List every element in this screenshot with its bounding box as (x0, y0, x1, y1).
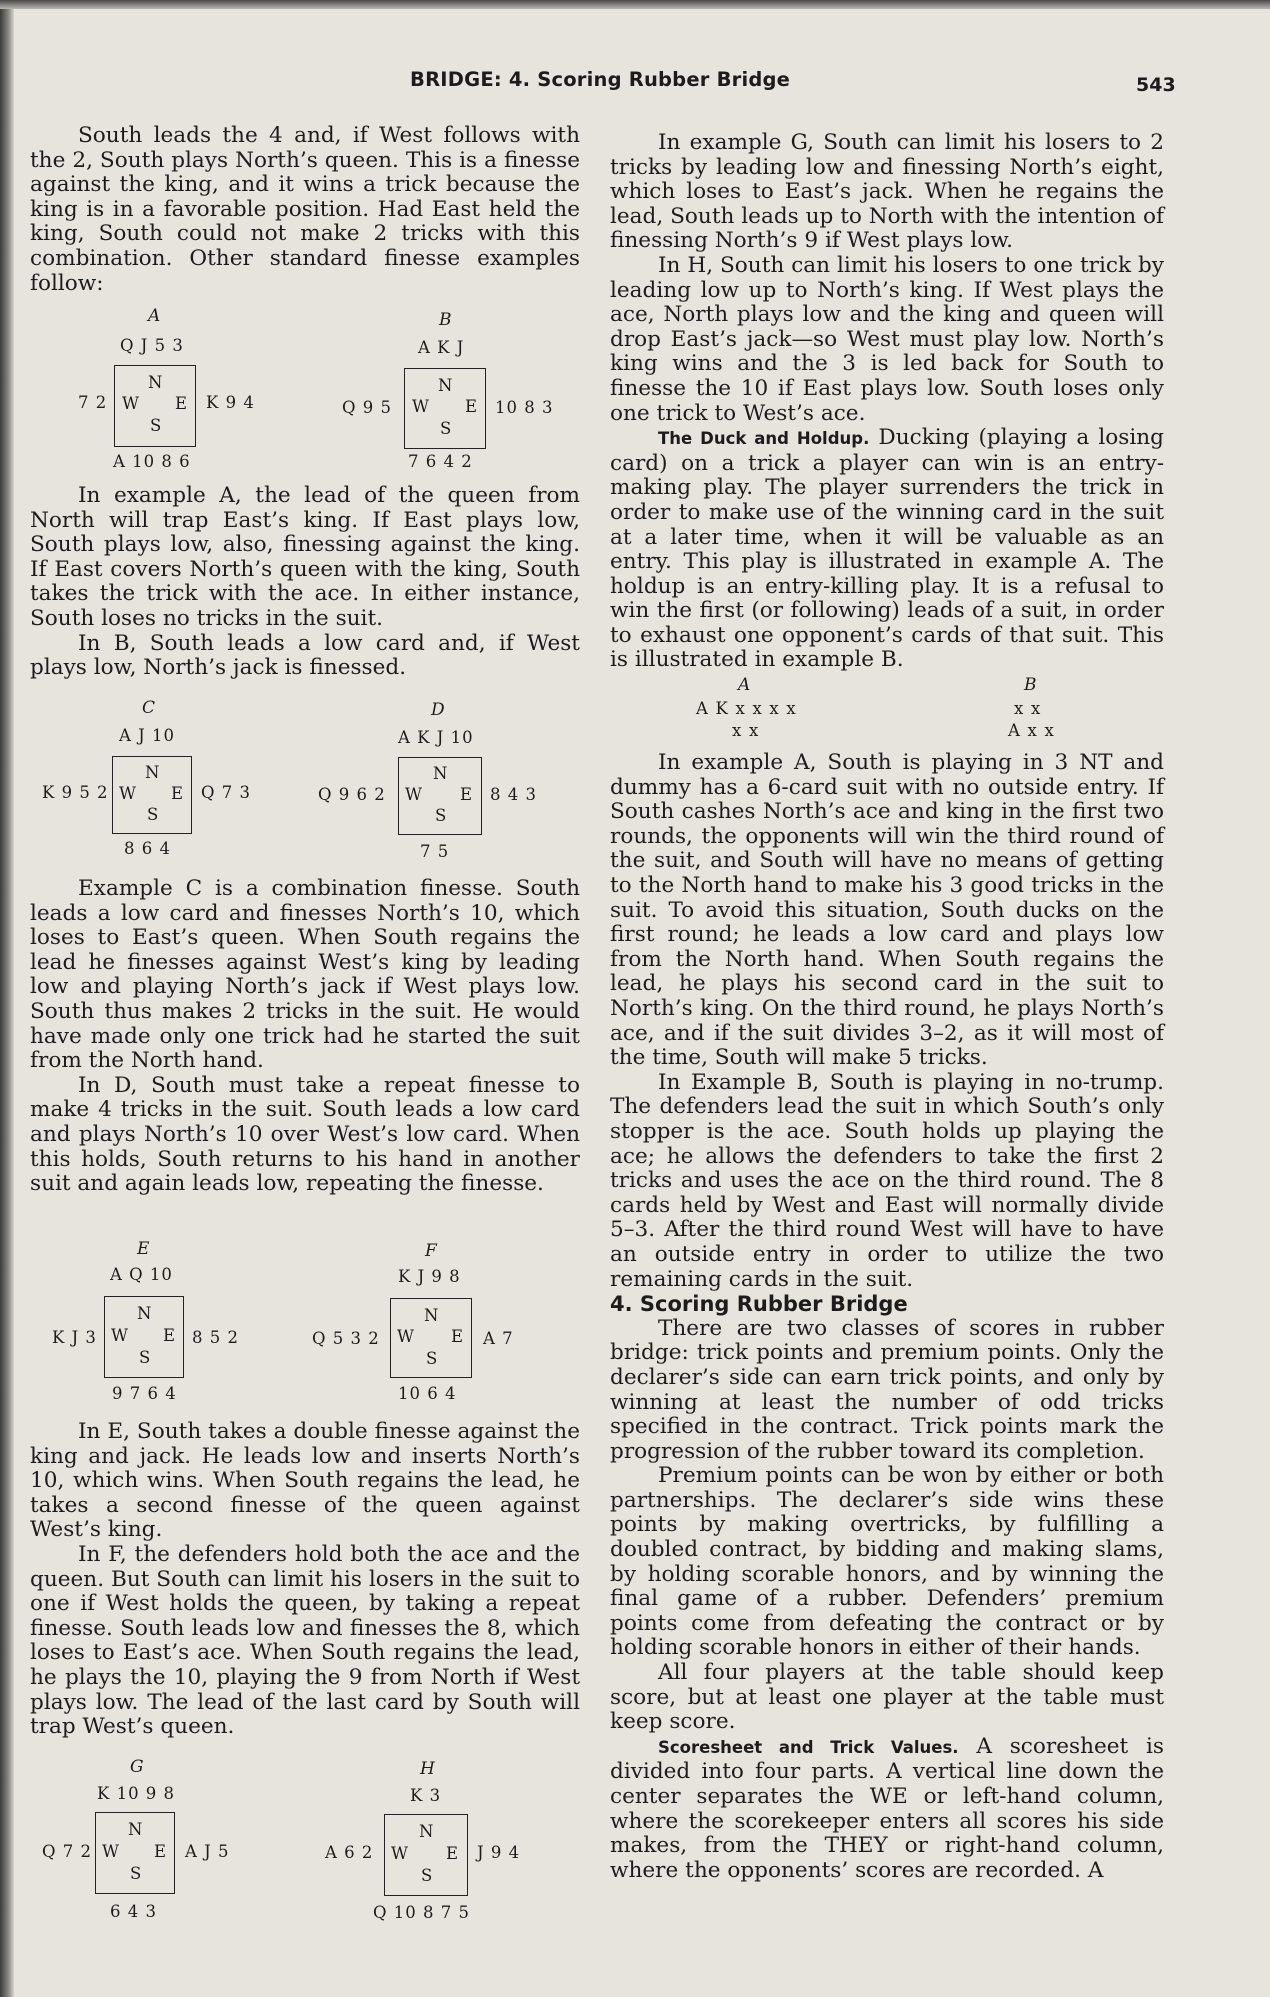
diagram-e-south: 9 7 6 4 (112, 1384, 177, 1403)
left-column-block-3 (30, 877, 580, 1197)
compass-s: S (421, 1866, 433, 1885)
compass-w: W (119, 784, 136, 803)
diagram-c-label: C (142, 698, 157, 718)
left-column-block-2 (30, 484, 580, 681)
scoresheet-lead: Scoresheet and Trick Values. (658, 1737, 959, 1757)
diagram-d-south: 7 5 (420, 842, 450, 861)
left-para-3: In B, South leads a low card and, if West plays low, North’s jack is finessed. (30, 630, 580, 681)
compass-s: S (440, 419, 452, 438)
diagram-g-south: 6 4 3 (110, 1902, 157, 1921)
diagram-d-west: Q 9 6 2 (318, 785, 386, 804)
compass-w: W (405, 785, 422, 804)
right-para-5: There are two classes of scores in rubber bridge: trick points and premium points. Only the declarer’s side can earn trick points, and only by winning at least the number of odd tricks specified in the contract. Trick points mark the progression of the rubber toward its completion. (610, 1315, 1164, 1464)
compass-e: E (154, 1842, 167, 1861)
compass-n: N (137, 1304, 152, 1323)
right-column (610, 131, 1164, 1883)
diagram-f-compass (390, 1298, 472, 1378)
diagram-d-north: A K J 10 (398, 728, 474, 747)
compass-e: E (171, 784, 184, 803)
diagram-c-north: A J 10 (119, 726, 176, 745)
diagram-e-west: K J 3 (52, 1328, 97, 1347)
scoresheet-para (610, 1735, 1164, 1884)
compass-s: S (147, 805, 159, 824)
duck-b-south: A x x (1008, 721, 1056, 741)
left-para-6: In E, South takes a double finesse against the king and jack. He leads low and inserts North’s 10, which wins. When South regains the lead, he takes a second finesse of the queen against West’s king. (30, 1419, 580, 1543)
diagram-d-compass (398, 757, 482, 835)
page-top-shadow (0, 0, 1270, 9)
diagram-g-east: A J 5 (185, 1842, 230, 1861)
diagram-e-label: E (137, 1239, 151, 1259)
diagram-d-label: D (431, 700, 446, 720)
right-para-1: In example G, South can limit his losers to 2 tricks by leading low and finessing North’s eight, which loses to East’s jack. When he regains the lead, South leads up to North with the intention of finessing North’s 9 if West plays low. (610, 130, 1164, 254)
diagram-c-west: K 9 5 2 (42, 783, 109, 802)
diagram-h-east: J 9 4 (477, 1843, 521, 1862)
running-header: BRIDGE: 4. Scoring Rubber Bridge (410, 68, 791, 91)
duck-a-south: x x (732, 721, 760, 741)
diagram-a-west: 7 2 (78, 393, 108, 412)
diagram-f-west: Q 5 3 2 (312, 1329, 380, 1348)
diagram-e-compass (104, 1296, 184, 1378)
compass-w: W (122, 394, 139, 413)
compass-n: N (433, 764, 448, 783)
duck-label-a: A (738, 675, 752, 696)
compass-w: W (102, 1842, 119, 1861)
diagram-f-south: 10 6 4 (398, 1384, 457, 1403)
diagram-c-compass (112, 756, 192, 834)
compass-s: S (426, 1349, 438, 1368)
compass-w: W (111, 1326, 128, 1345)
left-para-4: Example C is a combination finesse. South leads a low card and finesses North’s 10, which loses to East’s queen. When South regains the lead he finesses against West’s king by leading low and playing North’s jack if West plays low. South thus makes 2 tricks in the suit. He would have made only one trick had he started the suit from the North hand. (30, 876, 580, 1074)
compass-e: E (175, 394, 188, 413)
left-column-block-4 (30, 1420, 580, 1740)
compass-w: W (412, 397, 429, 416)
compass-s: S (139, 1348, 151, 1367)
page-binding-shadow (0, 0, 14, 1997)
diagram-g-west: Q 7 2 (42, 1842, 93, 1861)
right-para-7: All four players at the table should keep score, but at least one player at the table must keep score. (610, 1660, 1164, 1735)
duck-holdup-diagram (610, 673, 1164, 751)
diagram-h-north: K 3 (410, 1786, 442, 1805)
diagram-g-label: G (130, 1757, 145, 1777)
diagram-g-north: K 10 9 8 (97, 1784, 176, 1803)
compass-w: W (391, 1844, 408, 1863)
diagram-h-west: A 6 2 (325, 1843, 374, 1862)
diagram-f-north: K J 9 8 (398, 1267, 461, 1286)
diagram-b-north: A K J (418, 338, 465, 357)
left-para-2: In example A, the lead of the queen from North will trap East’s king. If East plays low, South plays low, also, finessing against the king. If East covers North’s queen with the king, South takes the trick with the ace. In either instance, South loses no tricks in the suit. (30, 483, 580, 631)
diagram-f-label: F (425, 1241, 438, 1261)
right-para-3: In example A, South is playing in 3 NT and dummy has a 6-card suit with no outside entry. If South cashes North’s ace and king in the first two rounds, the opponents will win the third round of the suit, and South will have no means of getting to the North hand to make his 3 good tricks in the suit. To avoid this situation, South ducks on the first round; he leads a low card and plays low from the North hand. When South regains the lead, he plays his second card in the suit to North’s king. On the third round, he plays North’s ace, and if the suit divides 3–2, as it will most of the time, South will make 5 tricks. (610, 750, 1164, 1071)
compass-n: N (419, 1822, 434, 1841)
diagram-a-south: A 10 8 6 (113, 452, 191, 471)
diagram-b-label: B (439, 310, 453, 330)
diagram-e-north: A Q 10 (110, 1265, 173, 1284)
compass-e: E (451, 1327, 464, 1346)
diagram-h-compass (384, 1814, 468, 1896)
compass-e: E (465, 397, 478, 416)
compass-s: S (435, 806, 447, 825)
diagram-a-compass (114, 365, 196, 447)
duck-holdup-para (610, 426, 1164, 673)
diagram-c-east: Q 7 3 (201, 783, 252, 802)
compass-n: N (438, 376, 453, 395)
duck-holdup-text: Ducking (playing a losing card) on a trick a player can win is an entry-making play. The player surrenders the trick in order to make use of the winning card in the suit at a later time, when it will be valuable as an entry. This play is illustrated in example A. The holdup is an entry-killing play. It is a refusal to win the first (or following) leads of a suit, in order to exhaust one opponent’s cards of that suit. This is illustrated in example B. (610, 425, 1164, 673)
diagram-b-compass (404, 368, 486, 449)
compass-w: W (397, 1327, 414, 1346)
diagram-b-south: 7 6 4 2 (408, 452, 473, 471)
diagram-g-compass (95, 1812, 175, 1894)
compass-s: S (130, 1864, 142, 1883)
diagram-a-north: Q J 5 3 (120, 336, 184, 355)
diagram-c-south: 8 6 4 (124, 839, 171, 858)
compass-n: N (145, 763, 160, 782)
diagram-h-label: H (420, 1759, 436, 1779)
left-para-1: South leads the 4 and, if West follows with the 2, South plays North’s queen. This is a finesse against the king, and it wins a trick because the king is in a favorable position. Had East held the king, South could not make 2 tricks with this combination. Other standard finesse examples follow: (30, 123, 580, 296)
page-number: 543 (1136, 74, 1176, 96)
diagram-b-west: Q 9 5 (342, 398, 393, 417)
duck-b-north: x x (1014, 699, 1042, 719)
scoresheet-text: A scoresheet is divided into four parts. A vertical line down the center separates the WE or left-hand column, where the scorekeeper enters all scores his side makes, from the THEY or right-hand column, where the opponents’ scores are recorded. A (610, 1733, 1165, 1883)
compass-s: S (150, 416, 162, 435)
right-para-2: In H, South can limit his losers to one trick by leading low up to North’s king. If West plays the ace, North plays low and the king and queen will drop East’s jack—so West must play low. North’s king wins and the 3 is led back for South to finesse the 10 if East plays low. South loses only one trick to West’s ace. (610, 252, 1164, 426)
diagram-a-label: A (148, 306, 162, 326)
compass-e: E (446, 1844, 459, 1863)
compass-n: N (148, 373, 163, 392)
duck-holdup-lead: The Duck and Holdup. (658, 429, 870, 449)
compass-n: N (424, 1306, 439, 1325)
diagram-a-east: K 9 4 (206, 393, 255, 412)
left-column (30, 124, 580, 296)
left-para-7: In F, the defenders hold both the ace and the queen. But South can limit his losers in the suit to one if West holds the queen, by taking a repeat finesse. South leads low and finesses the 8, which loses to East’s ace. When South regains the lead, he plays the 10, playing the 9 from North if West plays low. The lead of the last card by South will trap West’s queen. (30, 1541, 580, 1740)
diagram-f-east: A 7 (483, 1329, 514, 1348)
diagram-d-east: 8 4 3 (490, 785, 537, 804)
left-para-5: In D, South must take a repeat finesse to make 4 tricks in the suit. South leads a low card and plays North’s 10 over West’s low card. When this holds, South returns to his hand in another suit and again leads low, repeating the finesse. (30, 1072, 580, 1197)
section-heading: 4. Scoring Rubber Bridge (610, 1292, 908, 1317)
right-para-4: In Example B, South is playing in no-trump. The defenders lead the suit in which South’s only stopper is the ace. South holds up playing the ace; he allows the defenders to take the first 2 tricks and uses the ace on the third round. The 8 cards held by West and East will normally divide 5–3. After the third round West will have to have an outside entry in order to utilize the two remaining cards in the suit. (610, 1069, 1164, 1292)
right-para-6: Premium points can be won by either or both partnerships. The declarer’s side wins these points by making overtricks, by fulfilling a doubled contract, by bidding and making slams, by holding scorable honors, and by winning the final game of a rubber. Defenders’ premium points come from defeating the contract or by holding scorable honors in either of their hands. (610, 1463, 1164, 1661)
duck-label-b: B (1024, 675, 1038, 696)
compass-n: N (128, 1820, 143, 1839)
diagram-e-east: 8 5 2 (192, 1328, 239, 1347)
diagram-b-east: 10 8 3 (495, 398, 554, 417)
diagram-h-south: Q 10 8 7 5 (373, 1903, 470, 1922)
compass-e: E (163, 1326, 176, 1345)
compass-e: E (460, 785, 473, 804)
duck-a-north: A K x x x x (696, 699, 797, 719)
